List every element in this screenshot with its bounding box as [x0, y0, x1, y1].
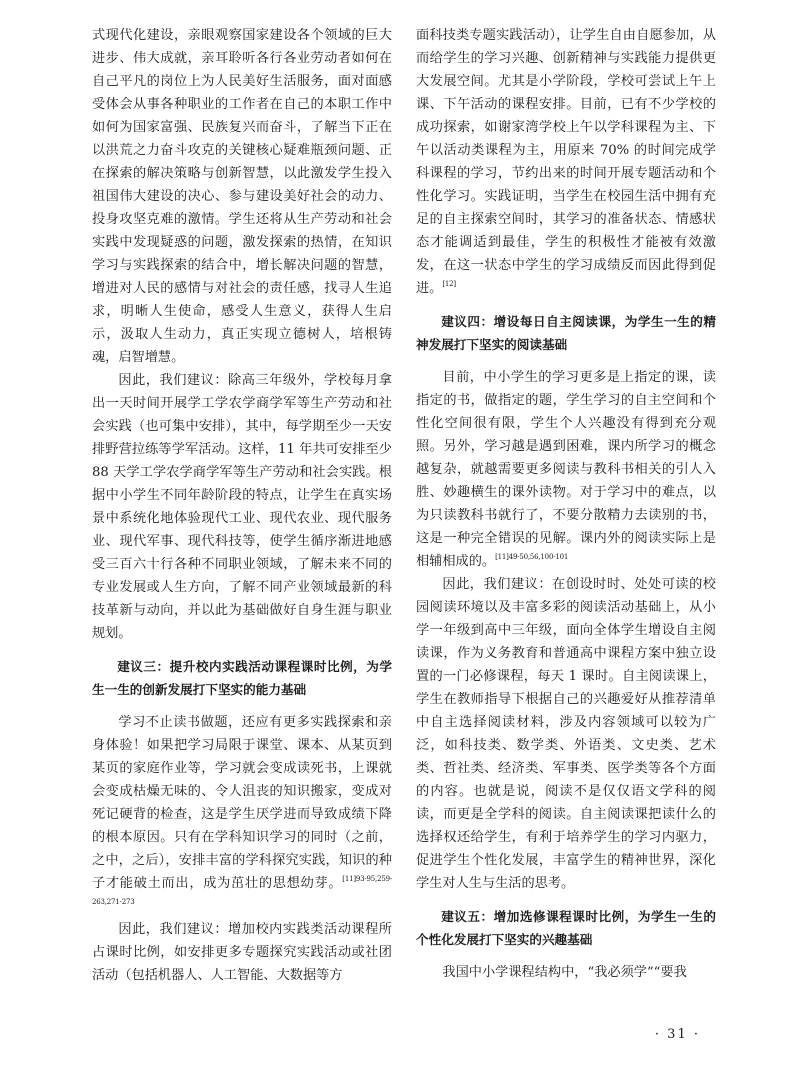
- section-heading: 建议三：提升校内实践活动课程课时比例，为学生一生的创新发展打下坚实的能力基础: [92, 659, 392, 697]
- section-heading: 建议五：增加选修课程课时比例，为学生一生的个性化发展打下坚实的兴趣基础: [416, 909, 716, 947]
- paragraph: [416, 24, 716, 300]
- paragraph-text: 目前，中小学生的学习更多是上指定的课，读指定的书，做指定的题，学生学习的自主空间和个性化空间很有限，学生个人兴趣没有得到充分观照。另外，学习越是遇到困难，课内所学习的概念越复杂，就越需要更多阅读与教科书相关的引人入胜、妙趣横生的课外读物。对于学习中的难点，以为只读教科书就行了，不要分散精力去读别的书，这是一种完全错误的见解。课内外的阅读实际上是相辅相成的。: [416, 370, 716, 569]
- right-column: [416, 24, 716, 984]
- paragraph: 式现代化建设，亲眼观察国家建设各个领域的巨大进步、伟大成就，亲耳聆听各行各业劳动者如何在自己平凡的岗位上为人民美好生活服务，面对面感受体会从事各种职业的工作者在自己的本职工作中如何为国家富强、民族复兴而奋斗，了解当下正在以洪荒之力奋斗攻克的关键核心疑难瓶颈问题、正在探索的解决策略与创新智慧，以此激发学生投入祖国伟大建设的决心、参与建设美好社会的动力、投身攻坚克难的激情。学生还将从生产劳动和社会实践中发现疑惑的问题，激发探索的热情，在知识学习与实践探索的结合中，增长解决问题的智慧，增进对人民的感情与对社会的责任感，找寻人生追求，明晰人生使命，感受人生意义，获得人生启示，汲取人生动力，真正实现立德树人，培根铸魂，启智增慧。: [92, 28, 392, 365]
- paragraph-text: 面科技类专题实践活动），让学生自由自愿参加，从而给学生的学习兴趣、创新精神与实践能力提供更大发展空间。尤其是小学阶段，学校可尝试上午上课、下午活动的课程安排。目前，已有不少学校的成功探索，如谢家湾学校上午以学科课程为主、下午以活动类课程为主，用原来 70% 的时间完成学科课程的学习，节约出来的时间开展专题活动和个性化学习。实践证明，当学生在校园生活中拥有充足的自主探索空间时，其学习的准备状态、情感状态才能调适到最佳，学生的积极性才能被有效激发，在这一状态中学生的学习成绩反而因此得到促进。: [416, 28, 716, 296]
- paragraph: 因此，我们建议：在创设时时、处处可读的校园阅读环境以及丰富多彩的阅读活动基础上，从小学一年级到高中三年级，面向全体学生增设自主阅读课，作为义务教育和普通高中课程方案中独立设置的一门必修课程，每天 1 课时。自主阅读课上，学生在教师指导下根据自己的兴趣爱好从推荐清单中自主选择阅读材料，涉及内容领域可以较为广泛，如科技类、数学类、外语类、文史类、艺术类、哲社类、经济类、军事类、医学类等各个方面的内容。也就是说，阅读不是仅仅语文学科的阅读，而更是全学科的阅读。自主阅读课把读什么的选择权还给学生，有利于培养学生的学习内驱力，促进学生个性化发展，丰富学生的精神世界，深化学生对人生与生活的思考。: [416, 577, 716, 891]
- citation: [11]93-95,259-263,271-273: [92, 875, 392, 906]
- citation: [12]: [442, 280, 456, 288]
- paragraph: 因此，我们建议：除高三年级外，学校每月拿出一天时间开展学工学农学商学军等生产劳动和社会实践（也可集中安排），其中，每学期至少一天安排野营拉练等学军活动。这样，11 年共可安排至少 88 天学工学农学商学军等生产劳动和社会实践。根据中小学生不同年龄阶段的特点，让学生在真实场景中系统化地体验现代工业、现代农业、现代服务业、现代军事、现代科技等，使学生循序渐进地感受三百六十行各种不同职业领域，了解未来不同的专业发展或人生方向，了解不同产业领域最新的科技革新与动向，并以此为基础做好自身生涯与职业规划。: [92, 373, 392, 641]
- section-heading: 建议四：增设每日自主阅读课，为学生一生的精神发展打下坚实的阅读基础: [416, 314, 716, 352]
- left-column: [92, 24, 392, 987]
- citation: [11]49-50,56,100-101: [495, 553, 569, 561]
- paragraph-text: 学习不止读书做题，还应有更多实践探索和亲身体验！如果把学习局限于课堂、课本、从某页到某页的家庭作业等，学习就会变成读死书，上课就会变成枯燥无味的、令人沮丧的知识搬家，变成对死记硬背的检查，这是学生厌学进而导致成绩下降的根本原因。只有在学科知识学习的同时（之前，之中，之后），安排丰富的学科探究实践，知识的种子才能破土而出，成为茁壮的思想幼芽。: [92, 715, 392, 891]
- paragraph: 我国中小学课程结构中，“我必须学”“要我: [442, 965, 687, 980]
- paragraph: [416, 366, 716, 573]
- paragraph: [92, 711, 392, 918]
- page-number: · 31 ·: [654, 1027, 700, 1042]
- paragraph: 因此，我们建议：增加校内实践类活动课程所占课时比例，如安排更多专题探究实践活动或社团活动（包括机器人、人工智能、大数据等方: [92, 922, 392, 983]
